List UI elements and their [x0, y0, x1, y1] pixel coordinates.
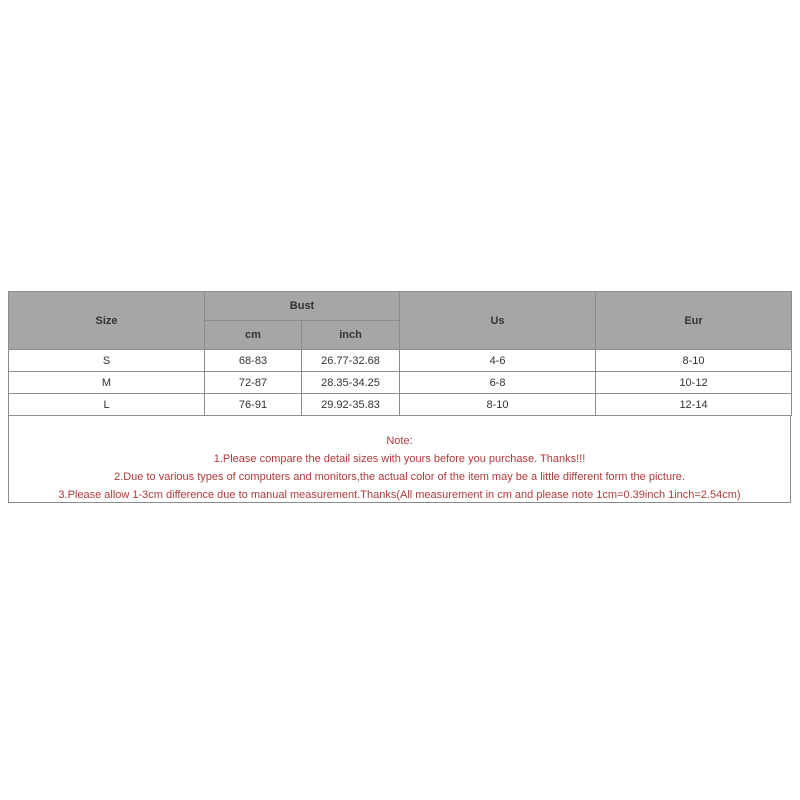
cell-size: S: [9, 350, 205, 372]
header-bust-cm: cm: [205, 321, 302, 350]
cell-cm: 72-87: [205, 372, 302, 394]
cell-inch: 29.92-35.83: [302, 394, 400, 416]
header-us: Us: [400, 292, 596, 350]
header-size: Size: [9, 292, 205, 350]
header-eur: Eur: [596, 292, 792, 350]
header-bust-inch: inch: [302, 321, 400, 350]
cell-size: L: [9, 394, 205, 416]
cell-cm: 68-83: [205, 350, 302, 372]
cell-us: 4-6: [400, 350, 596, 372]
table-row: [9, 372, 792, 394]
cell-eur: 8-10: [596, 350, 792, 372]
table-row: [9, 350, 792, 372]
cell-cm: 76-91: [205, 394, 302, 416]
header-bust: Bust: [205, 292, 400, 321]
size-chart: [8, 291, 791, 503]
table-row: [9, 394, 792, 416]
note-line-1: 1.Please compare the detail sizes with yours before you purchase. Thanks!!!: [213, 453, 586, 465]
cell-inch: 26.77-32.68: [302, 350, 400, 372]
notes-box: [8, 416, 791, 503]
notes-title: Note:: [386, 435, 413, 447]
cell-eur: 10-12: [596, 372, 792, 394]
cell-us: 6-8: [400, 372, 596, 394]
size-table: [8, 291, 792, 416]
note-line-2: 2.Due to various types of computers and monitors,the actual color of the item may be a little different form the picture.: [114, 471, 685, 483]
note-line-3: 3.Please allow 1-3cm difference due to manual measurement.Thanks(All measurement in cm and please note 1cm=0.39inch 1inch=2.54cm): [58, 489, 741, 501]
cell-eur: 12-14: [596, 394, 792, 416]
cell-inch: 28.35-34.25: [302, 372, 400, 394]
table-header-row: [9, 292, 792, 321]
cell-size: M: [9, 372, 205, 394]
cell-us: 8-10: [400, 394, 596, 416]
